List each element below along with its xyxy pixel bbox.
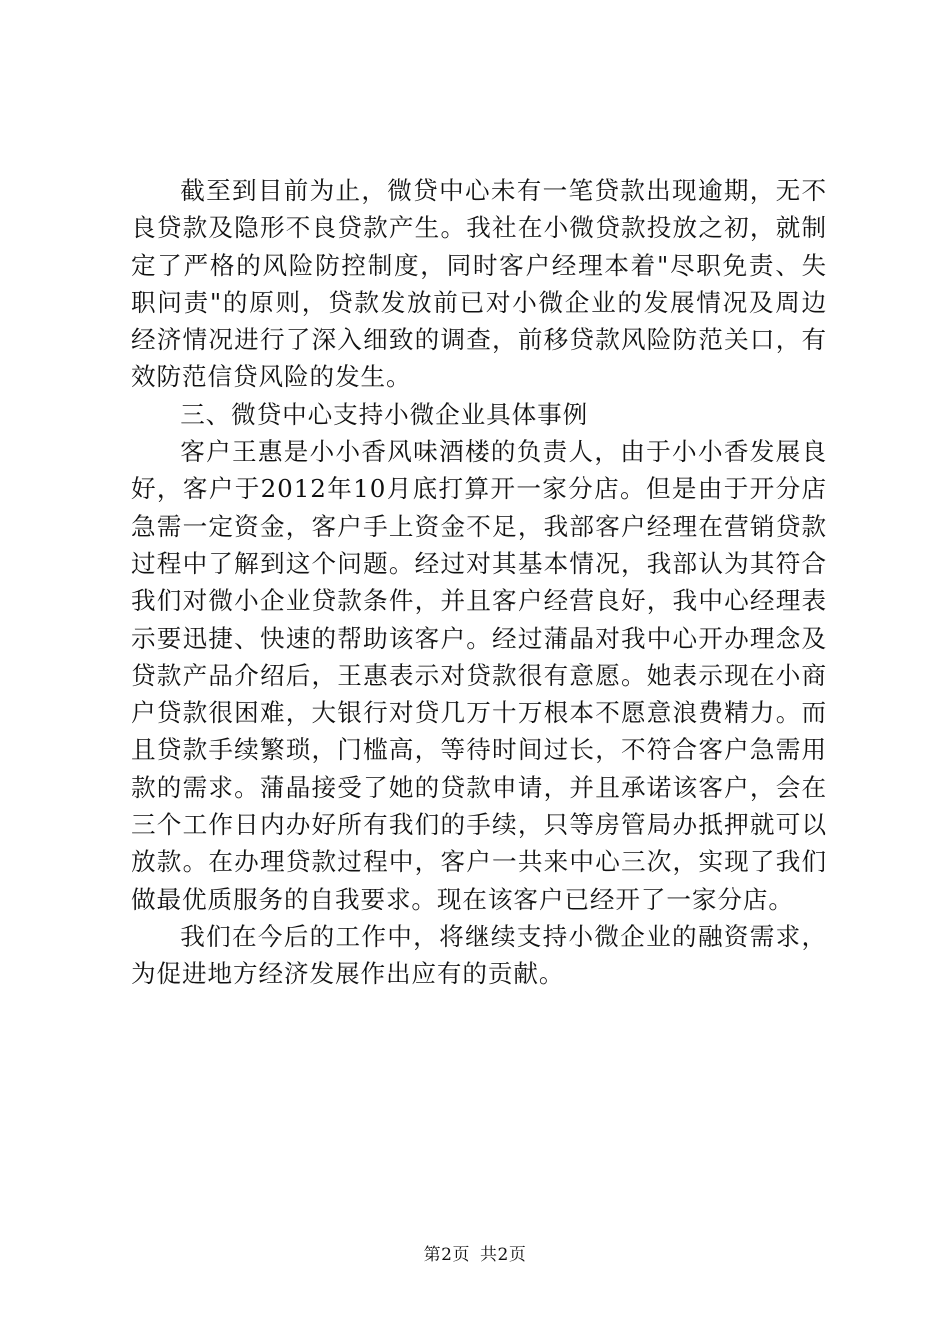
paragraph-risk-control: 截至到目前为止，微贷中心未有一笔贷款出现逾期，无不良贷款及隐形不良贷款产生。我社在小微贷款投放之初，就制定了严格的风险防控制度，同时客户经理本着"尽职免责、失职问责"的原则，贷款发放前已对小微企业的发展情况及周边经济情况进行了深入细致的调查，前移贷款风险防范关口，有效防范信贷风险的发生。 xyxy=(131,176,827,392)
paragraph-conclusion: 我们在今后的工作中，将继续支持小微企业的融资需求，为促进地方经济发展作出应有的贡献。 xyxy=(131,921,827,989)
section-heading: 三、微贷中心支持小微企业具体事例 xyxy=(180,399,589,429)
document-body xyxy=(131,172,827,993)
page-number-current: 第2页 xyxy=(423,1245,470,1265)
paragraph-case-example: 客户王惠是小小香风味酒楼的负责人，由于小小香发展良好，客户于2012年10月底打算开一家分店。但是由于开分店急需一定资金，客户手上资金不足，我部客户经理在营销贷款过程中了解到这个问题。经过对其基本情况，我部认为其符合我们对微小企业贷款条件，并且客户经营良好，我中心经理表示要迅捷、快速的帮助该客户。经过蒲晶对我中心开办理念及贷款产品介绍后，王惠表示对贷款很有意愿。她表示现在小商户贷款很困难，大银行对贷几万十万根本不愿意浪费精力。而且贷款手续繁琐，门槛高，等待时间过长，不符合客户急需用款的需求。蒲晶接受了她的贷款申请，并且承诺该客户，会在三个工作日内办好所有我们的手续，只等房管局办抵押就可以放款。在办理贷款过程中，客户一共来中心三次，实现了我们做最优质服务的自我要求。现在该客户已经开了一家分店。 xyxy=(131,437,827,914)
page-footer xyxy=(0,1244,950,1266)
page-number-total: 共2页 xyxy=(480,1245,527,1265)
